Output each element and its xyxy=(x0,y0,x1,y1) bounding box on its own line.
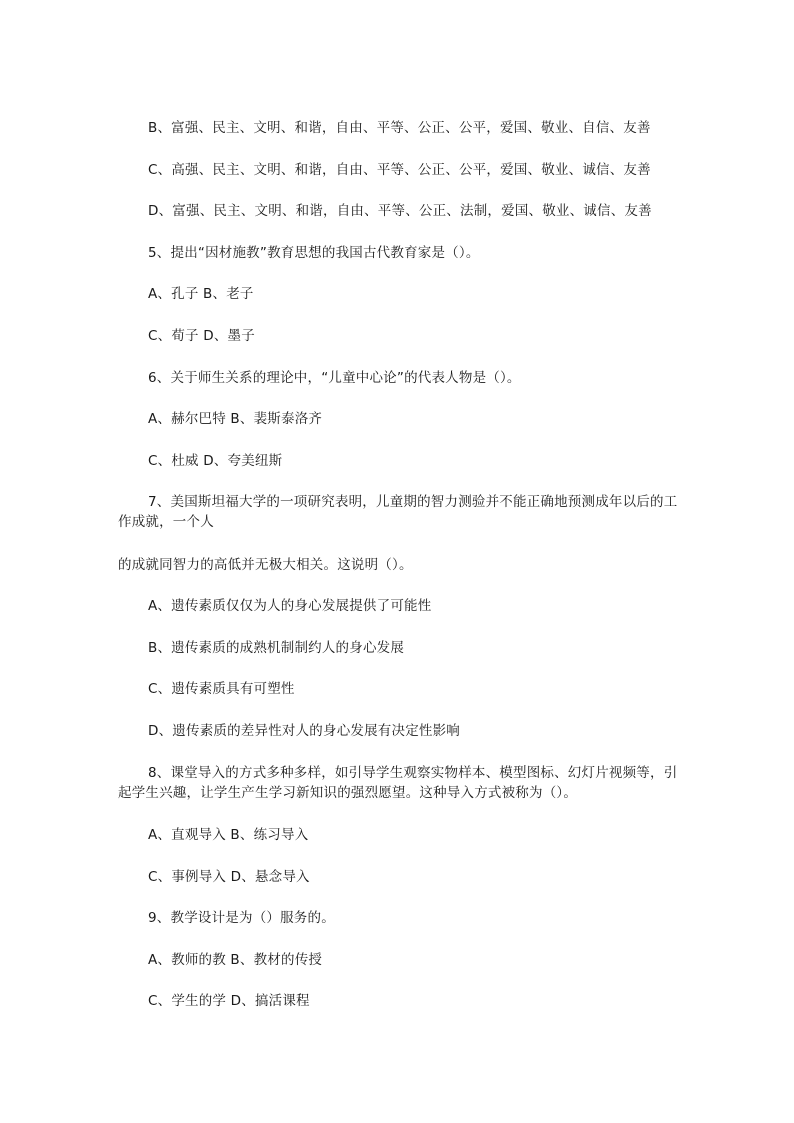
q9-options-ab: A、教师的教 B、教材的传授 xyxy=(148,952,323,968)
q5-options-cd: C、荀子 D、墨子 xyxy=(148,328,255,344)
q7-option-b: B、遗传素质的成熟机制制约人的身心发展 xyxy=(148,640,405,656)
q9-options-cd: C、学生的学 D、搞活课程 xyxy=(148,993,310,1009)
q5-question: 5、提出“因材施教”教育思想的我国古代教育家是（）。 xyxy=(148,245,480,261)
q4-option-c: C、高强、民主、文明、和谐，自由、平等、公正、公平，爱国、敬业、诚信、友善 xyxy=(148,162,651,178)
q7-option-c: C、遗传素质具有可塑性 xyxy=(148,681,295,697)
q8-question xyxy=(118,763,688,803)
q6-options-ab: A、赫尔巴特 B、裴斯泰洛齐 xyxy=(148,411,323,427)
q7-question-text: 7、美国斯坦福大学的一项研究表明，儿童期的智力测验并不能正确地预测成年以后的工作成就，一个人 xyxy=(118,494,678,530)
q6-question: 6、关于师生关系的理论中，“儿童中心论”的代表人物是（）。 xyxy=(148,370,521,386)
q7-option-d: D、遗传素质的差异性对人的身心发展有决定性影响 xyxy=(148,723,460,739)
q7-option-a: A、遗传素质仅仅为人的身心发展提供了可能性 xyxy=(148,598,432,614)
q8-options-ab: A、直观导入 B、练习导入 xyxy=(148,827,309,843)
q6-options-cd: C、杜威 D、夸美纽斯 xyxy=(148,453,283,469)
q8-question-text: 8、课堂导入的方式多种多样，如引导学生观察实物样本、模型图标、幻灯片视频等，引起学生兴趣，让学生产生学习新知识的强烈愿望。这种导入方式被称为（）。 xyxy=(118,765,678,801)
q4-option-b: B、富强、民主、文明、和谐，自由、平等、公正、公平，爱国、敬业、自信、友善 xyxy=(148,120,651,136)
q4-option-d: D、富强、民主、文明、和谐，自由、平等、公正、法制，爱国、敬业、诚信、友善 xyxy=(148,203,652,219)
q7-question-continued: 的成就同智力的高低并无极大相关。这说明（）。 xyxy=(118,557,413,573)
q9-question: 9、教学设计是为（）服务的。 xyxy=(148,910,335,926)
q7-question xyxy=(118,492,688,532)
q5-options-ab: A、孔子 B、老子 xyxy=(148,286,254,302)
q8-options-cd: C、事例导入 D、悬念导入 xyxy=(148,869,310,885)
